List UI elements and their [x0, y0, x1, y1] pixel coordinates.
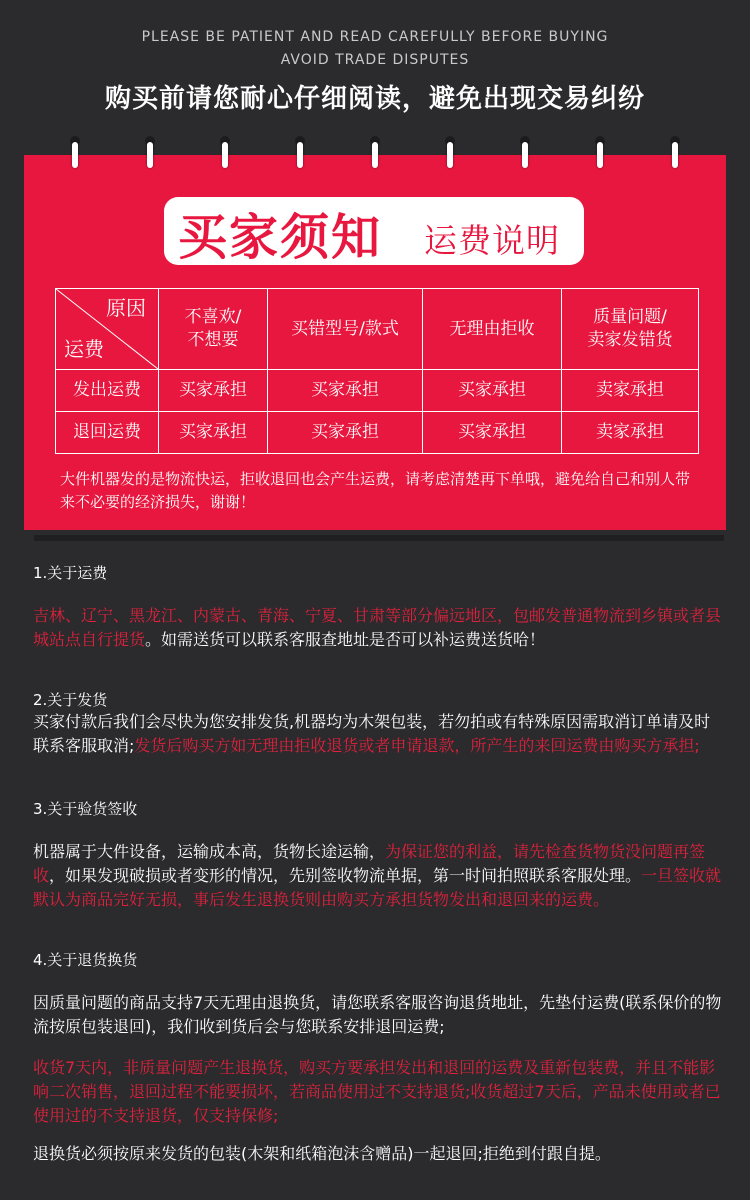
corner-label-fee: 运费: [64, 337, 104, 361]
section-title-shipping: 1.关于运费: [33, 564, 108, 582]
shipping-fee-table: [55, 288, 699, 454]
table-corner-cell: [56, 289, 159, 370]
column-header: 无理由拒收: [423, 289, 562, 370]
binder-ring: [297, 142, 303, 168]
section-body-shipping: [33, 604, 723, 652]
row-label: 发出运费: [56, 370, 159, 412]
table-cell: 买家承担: [268, 412, 423, 454]
highlight-text: 为保证您的利益，请先检查货物货没问题再签收: [33, 842, 706, 885]
section-title-delivery: 2.关于发货: [33, 691, 108, 709]
section-title-inspection: 3.关于验货签收: [33, 800, 138, 818]
column-header: 不喜欢/ 不想要: [159, 289, 268, 370]
binder-ring: [522, 142, 528, 168]
binder-ring: [72, 142, 78, 168]
highlight-text: 发货后购买方如无理由拒收退货或者申请退款，所产生的来回运费由购买方承担;: [134, 736, 700, 755]
table-cell: 买家承担: [159, 412, 268, 454]
english-headline-1: PLEASE BE PATIENT AND READ CAREFULLY BEFORE BUYING: [141, 29, 609, 45]
board-note: 大件机器发的是物流快运，拒收退回也会产生运费，请考虑清楚再下单哦，避免给自己和别人带来不必要的经济损失，谢谢！: [60, 470, 691, 511]
table-cell: 买家承担: [268, 370, 423, 412]
binder-ring: [147, 142, 153, 168]
row-label: 退回运费: [56, 412, 159, 454]
column-header: 质量问题/ 卖家发错货: [562, 289, 699, 370]
binder-ring: [672, 142, 678, 168]
page-title: 购买前请您耐心仔细阅读，避免出现交易纠纷: [104, 84, 645, 114]
corner-label-reason: 原因: [106, 296, 146, 320]
table-cell: 卖家承担: [562, 412, 699, 454]
table-cell: 买家承担: [423, 412, 562, 454]
table-cell: 买家承担: [159, 370, 268, 412]
highlight-text: 一旦签收就默认为商品完好无损，事后发生退换货则由购买方承担货物发出和退回来的运费。: [33, 866, 722, 909]
board-title: 买家须知: [178, 209, 383, 266]
table-row: [56, 370, 699, 412]
binder-ring: [372, 142, 378, 168]
table-cell: 买家承担: [423, 370, 562, 412]
section-body-inspection: [33, 840, 723, 912]
binder-ring: [447, 142, 453, 168]
board-subtitle: 运费说明: [424, 221, 560, 260]
body-text: ，如果发现破损或者变形的情况，先别签收物流单据，第一时间拍照联系客服处理。: [49, 866, 642, 885]
section-returns-packaging: 退换货必须按原来发货的包装(木架和纸箱泡沫含赠品)一起退回;拒绝到付跟自提。: [33, 1144, 611, 1163]
body-text: 买家付款后我们会尽快为您安排发货,机器均为木架包装，若勿拍或有特殊原因需取消订单请及时联系客服取消;: [33, 712, 711, 755]
highlight-text: 吉林、辽宁、黑龙江、内蒙古、青海、宁夏、甘肃等部分偏远地区，包邮发普通物流到乡镇或者县城站点自行提货: [33, 606, 722, 649]
section-returns-policy: 收货7天内，非质量问题产生退换货，购买方要承担发出和退回的运费及重新包装费，并且不能影响二次销售，退回过程不能要损坏，若商品使用过不支持退货;收货超过7天后，产品未使用或者已使用过的不支持退货，仅支持保修;: [33, 1058, 721, 1125]
english-headline-2: AVOID TRADE DISPUTES: [280, 52, 470, 68]
table-row: [56, 412, 699, 454]
body-text: 。如需送货可以联系客服查地址是否可以补运费送货哈！: [145, 630, 546, 649]
section-body-delivery: [33, 710, 723, 758]
board-shadow: [34, 535, 724, 541]
table-cell: 卖家承担: [562, 370, 699, 412]
column-header: 买错型号/款式: [268, 289, 423, 370]
binder-ring: [597, 142, 603, 168]
section-body-returns: 因质量问题的商品支持7天无理由退换货，请您联系客服咨询退货地址，先垫付运费(联系保价的物流按原包装退回)，我们收到货后会与您联系安排退回运费;: [33, 993, 722, 1036]
body-text: 机器属于大件设备，运输成本高，货物长途运输，: [33, 842, 386, 861]
section-title-returns: 4.关于退货换货: [33, 951, 138, 969]
binder-ring: [222, 142, 228, 168]
